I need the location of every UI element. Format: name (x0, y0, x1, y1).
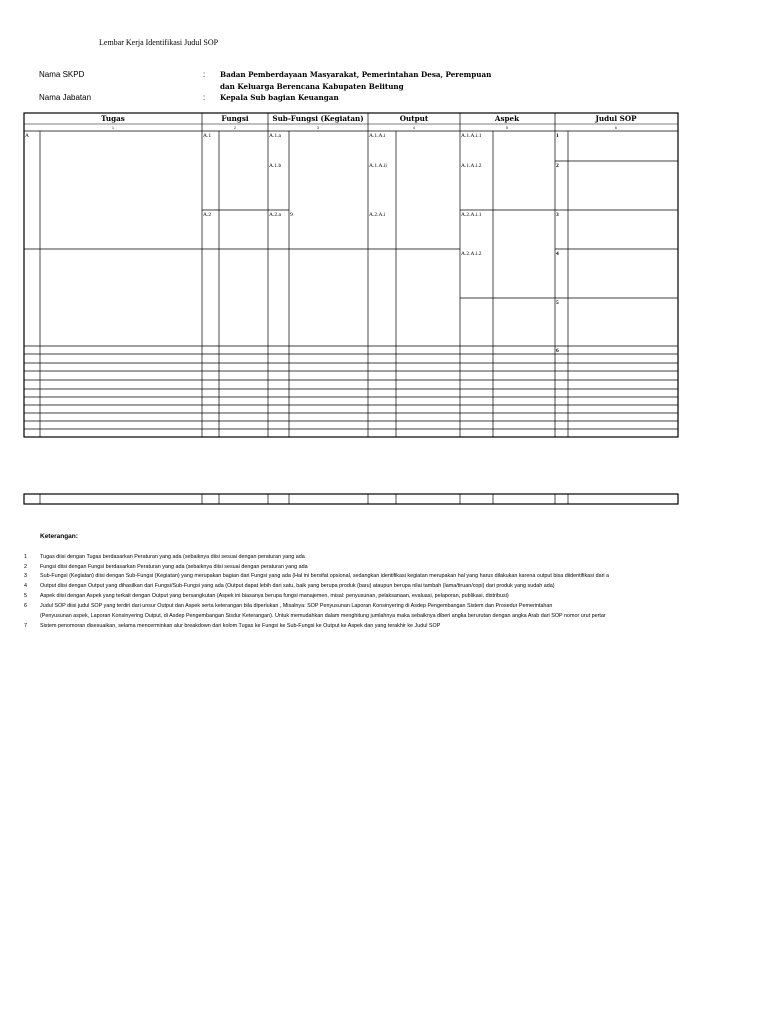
table-frame (24, 113, 678, 437)
note-number: 3 (24, 573, 27, 579)
jabatan-value: Kepala Sub bagian Keuangan (220, 93, 339, 102)
cell-judul-1: 1 (556, 133, 559, 139)
jabatan-label: Nama Jabatan (39, 93, 92, 102)
note-text: Tugas diisi dengan Tugas berdasarkan Peraturan yang ada (sebaiknya diisi sesuai dengan peraturan yang ada (40, 554, 305, 560)
colnum-3: 3 (317, 126, 319, 130)
cell-aspek-a1ai2: A.1.A.i.2 (461, 163, 482, 169)
note-text: Aspek diisi dengan Aspek yang terkait dengan Output yang bersangkutan (Aspek ini biasanya berupa fungsi manajemen, misal: penyusunan, pelaksanaan, evaluasi, pelaporan, publikasi, distribusi) (40, 593, 509, 599)
skpd-value-line2: dan Keluarga Berencana Kabupaten Belitung (220, 82, 404, 91)
note-number: 2 (24, 564, 27, 570)
cell-output-a1aii: A.1.A.ii (369, 163, 387, 169)
skpd-colon: : (203, 70, 206, 79)
header-sub-fungsi: Sub-Fungsi (Kegiatan) (272, 114, 364, 123)
colnum-1: 1 (112, 126, 114, 130)
skpd-label: Nama SKPD (39, 70, 85, 79)
notes-heading: Keterangan: (40, 533, 78, 540)
header-judul-sop: Judul SOP (595, 114, 637, 123)
cell-tugas-a: A (25, 133, 29, 139)
cell-judul-3: 3 (556, 212, 559, 218)
header-fungsi: Fungsi (221, 114, 249, 123)
cell-sub-a2a-extra: 9 (290, 212, 293, 218)
note-number: 1 (24, 554, 27, 560)
cell-judul-5: 5 (556, 300, 559, 306)
note-number: 4 (24, 583, 27, 589)
note-text: Judul SOP diisi judul SOP yang terdiri dari unsur Output dan Aspek serta keterangan bila diperlukan , Misalnya: SOP Penyusunan Laporan Konsinyering di Asdep Pengembangan Sistem dan Prosedur Pemerintahan (40, 603, 553, 609)
cell-output-a2ai: A.2.A.i (369, 212, 386, 218)
colnum-2: 2 (234, 126, 236, 130)
note-number: 5 (24, 593, 27, 599)
header-aspek: Aspek (494, 114, 520, 123)
cell-sub-a2a: A.2.a (269, 212, 281, 218)
note-text-continued: (Penyusunan aspek, Laporan Konsinyering Output, di Asdep Pengembangan Sisdur Keterangan). Untuk memudahkan dalam menghitung jumlahnya maka sebaiknya diberi angka berurutan dengan angka Arab dari SOP nomor urut pertar (40, 613, 606, 619)
note-number: 6 (24, 603, 27, 609)
note-number: 7 (24, 623, 27, 629)
note-text: Sistem penomoran disesuaikan, selama mencerminkan alur breakdown dari kolom Tugas ke Fungsi ke Sub-Fungsi ke Output ke Aspek dan yang terakhir ke Judul SOP (40, 623, 441, 629)
note-text: Fungsi diisi dengan Fungsi berdasarkan Peraturan yang ada (sebaiknya diisi sesuai dengan peraturan yang ada (40, 564, 308, 570)
cell-aspek-a2ai2: A.2.A.i.2 (461, 251, 482, 257)
cell-judul-2: 2 (556, 163, 559, 169)
bottom-strip-row (24, 494, 678, 504)
header-output: Output (399, 114, 429, 123)
colnum-4: 4 (413, 126, 415, 130)
cell-judul-6: 6 (556, 348, 559, 354)
cell-fungsi-a1: A.1 (203, 133, 212, 139)
page-title: Lembar Kerja Identifikasi Judul SOP (99, 38, 219, 47)
note-text: Output diisi dengan Output yang dihasilkan dari Fungsi/Sub-Fungsi yang ada (Output dapat lebih dari satu, baik yang berupa produk (baru) ataupun berupa nilai tambah (lama/tiruan/copi) dari produk yang sudah ada) (40, 583, 555, 589)
cell-sub-a1b: A.1.b (269, 163, 282, 169)
cell-judul-4: 4 (556, 251, 559, 257)
colnum-5: 5 (506, 126, 508, 130)
cell-sub-a1a: A.1.a (269, 133, 281, 139)
cell-output-a1ai: A.1.A.i (369, 133, 386, 139)
cell-fungsi-a2: A.2 (203, 212, 212, 218)
colnum-6: 6 (615, 126, 617, 130)
cell-aspek-a2ai1: A.2.A.i.1 (461, 212, 482, 218)
jabatan-colon: : (203, 93, 206, 102)
skpd-value-line1: Badan Pemberdayaan Masyarakat, Pemerintahan Desa, Perempuan (220, 70, 492, 79)
header-tugas: Tugas (101, 114, 125, 123)
cell-aspek-a1ai1: A.1.A.i.1 (461, 133, 482, 139)
note-text: Sub-Fungsi (Kegiatan) diisi dengan Sub-Fungsi (Kegiatan) yang merupakan bagian dari Fungsi yang ada (Hal ini bersifat opsional, sedangkan identifikasi kegiatan merupakan hal yang harus dilakukan karena output bisa diidentifikasi dari a (40, 573, 610, 579)
